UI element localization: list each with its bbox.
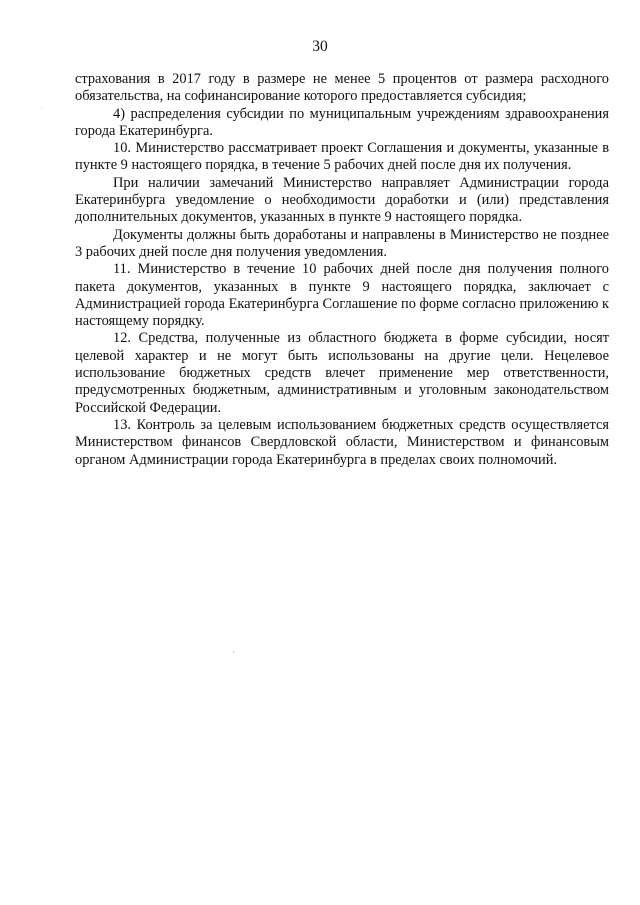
paragraph-clause-10: 10. Министерство рассматривает проект Соглашения и документы, указанные в пункте 9 настоящего порядка, в течение 5 рабочих дней после дня их получения. bbox=[75, 140, 609, 174]
paragraph-remarks: При наличии замечаний Министерство направляет Администрации города Екатеринбурга уведомление о необходимости доработки и (или) представления дополнительных документов, указанных в пункте 9 настоящего порядка. bbox=[75, 174, 609, 226]
paragraph-clause-12: 12. Средства, полученные из областного бюджета в форме субсидии, носят целевой характер и не могут быть использованы на другие цели. Нецелевое использование бюджетных средств влечет применение мер ответственности, предусмотренных бюджетным, административным и уголовным законодательством Российской Федерации. bbox=[75, 330, 609, 416]
paragraph-clause-11: 11. Министерство в течение 10 рабочих дней после дня получения полного пакета документов, указанных в пункте 9 настоящего порядка, заключает с Администрацией города Екатеринбурга Соглашение по форме согласно приложению к настоящему порядку. bbox=[75, 261, 609, 330]
paragraph-clause-13: 13. Контроль за целевым использованием бюджетных средств осуществляется Министерством финансов Свердловской области, Министерством и финансовым органом Администрации города Екатеринбурга в пределах своих полномочий. bbox=[75, 416, 609, 468]
paragraph-revision-deadline: Документы должны быть доработаны и направлены в Министерство не позднее 3 рабочих дней после дня получения уведомления. bbox=[75, 226, 609, 260]
document-body bbox=[75, 71, 609, 469]
scan-artifact-dot bbox=[233, 651, 234, 653]
paragraph-subitem-4: 4) распределения субсидии по муниципальным учреждениям здравоохранения города Екатеринбурга. bbox=[75, 105, 609, 139]
scan-artifact-dot bbox=[41, 108, 42, 109]
paragraph-continuation: страхования в 2017 году в размере не менее 5 процентов от размера расходного обязательства, на софинансирование которого предоставляется субсидия; bbox=[75, 71, 609, 105]
page-number: 30 bbox=[312, 38, 328, 55]
